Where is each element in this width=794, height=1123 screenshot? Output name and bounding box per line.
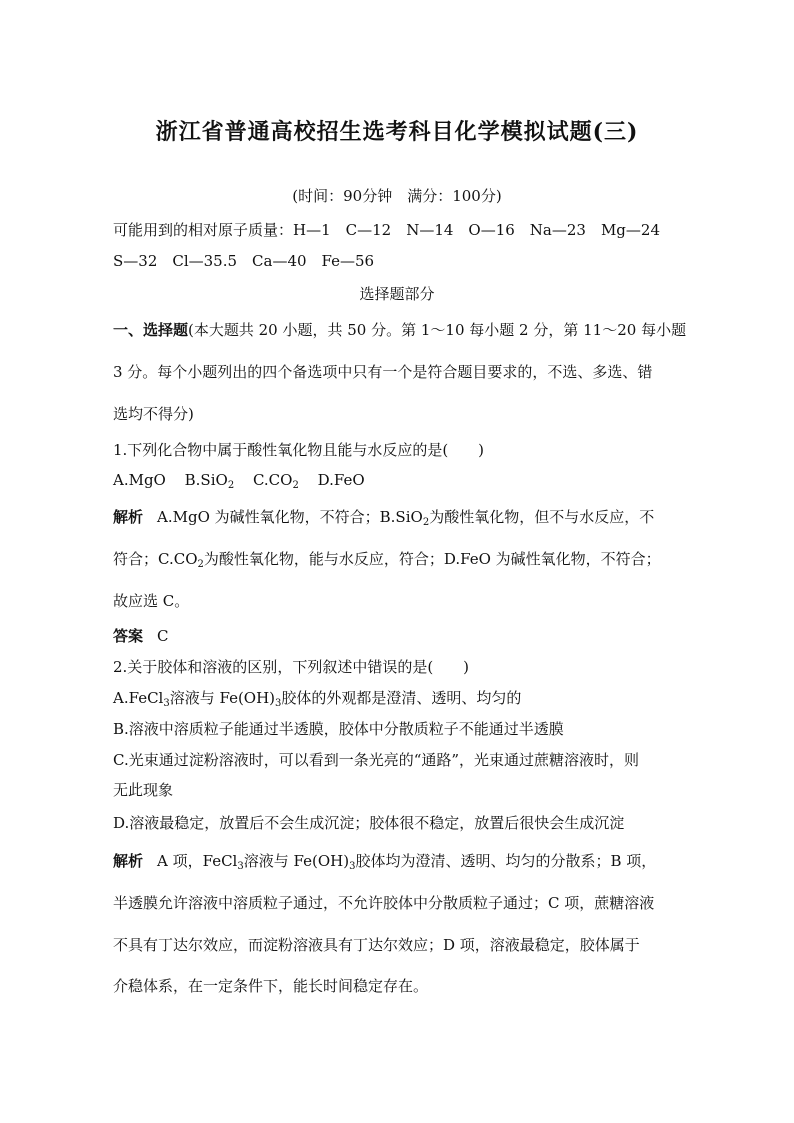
q1-option-c: $C.CO_2$	[252, 471, 299, 491]
q2-analysis-label: 解析	[113, 852, 144, 870]
q1-analysis-line-1: 解析 A.MgO 为碱性氧化物，不符合；B.SiO$_2$为酸性氧化物，但不与水反应，不	[113, 508, 655, 528]
q2-analysis-line-3: 不具有丁达尔效应，而淀粉溶液具有丁达尔效应；D 项，溶液最稳定，胶体属于	[113, 936, 640, 954]
part1-heading: 一、选择题	[113, 321, 189, 339]
part1-intro-text-1: (本大题共 20 小题，共 50 分。第 1～10 每小题 2 分，第 11～20 每小题	[188, 321, 687, 339]
q2-analysis-line-1: 解析 A 项，FeCl$_3$溶液与 $Fe(OH)_3$胶体均为澄清、透明、均匀的分散系；B 项，	[113, 852, 657, 872]
q2-option-c-line-2: 无此现象	[113, 781, 174, 799]
q1-option-d: D.FeO	[317, 471, 365, 489]
q2-analysis-line-4: 介稳体系，在一定条件下，能长时间稳定存在。	[113, 977, 429, 995]
q2-option-d: D.溶液最稳定，放置后不会生成沉淀；胶体很不稳定，放置后很快会生成沉淀	[113, 814, 625, 832]
q1-analysis-label: 解析	[113, 508, 144, 526]
q1-answer	[113, 626, 681, 646]
part1-intro-line-2: 3 分。每个小题列出的四个备选项中只有一个是符合题目要求的，不选、多选、错	[113, 363, 653, 381]
q1-analysis-line-2: 符合；$C.CO_2$为酸性氧化物，能与水反应，符合；D.FeO 为碱性氧化物，不符合；	[113, 550, 661, 570]
section-title: 选择题部分	[359, 285, 435, 303]
q1-stem: 1.下列化合物中属于酸性氧化物且能与水反应的是( )	[113, 441, 485, 459]
q1-option-b: B.SiO$_2$	[184, 471, 235, 491]
atomic-mass-line-1: 可能用到的相对原子质量：H—1 C—12 N—14 O—16 Na—23 Mg—24	[113, 221, 660, 239]
atomic-mass-line-2: S—32 Cl—35.5 Ca—40 Fe—56	[113, 252, 375, 270]
part1-intro-line-1	[113, 320, 687, 340]
q1-options	[113, 470, 681, 490]
time-info: (时间：90分钟 满分：100分)	[292, 187, 502, 205]
q1-answer-value: C	[157, 627, 169, 645]
q2-stem: 2.关于胶体和溶液的区别，下列叙述中错误的是( )	[113, 658, 470, 676]
q1-option-a: A.MgO	[113, 471, 166, 489]
q1-analysis-line-3: 故应选 C。	[113, 592, 190, 610]
q1-answer-label: 答案	[113, 627, 144, 645]
q2-option-b: B.溶液中溶质粒子能通过半透膜，胶体中分散质粒子不能通过半透膜	[113, 720, 564, 738]
q2-option-c-line-1: C.光束通过淀粉溶液时，可以看到一条光亮的“通路”，光束通过蔗糖溶液时，则	[113, 751, 640, 769]
q2-option-a: A.FeCl$_3$溶液与 $Fe(OH)_3$胶体的外观都是澄清、透明、均匀的	[113, 689, 522, 709]
part1-intro-line-3: 选均不得分)	[113, 405, 194, 423]
q2-analysis-line-2: 半透膜允许溶液中溶质粒子通过，不允许胶体中分散质粒子通过；C 项，蔗糖溶液	[113, 894, 655, 912]
exam-title: 浙江省普通高校招生选考科目化学模拟试题(三)	[155, 119, 639, 145]
